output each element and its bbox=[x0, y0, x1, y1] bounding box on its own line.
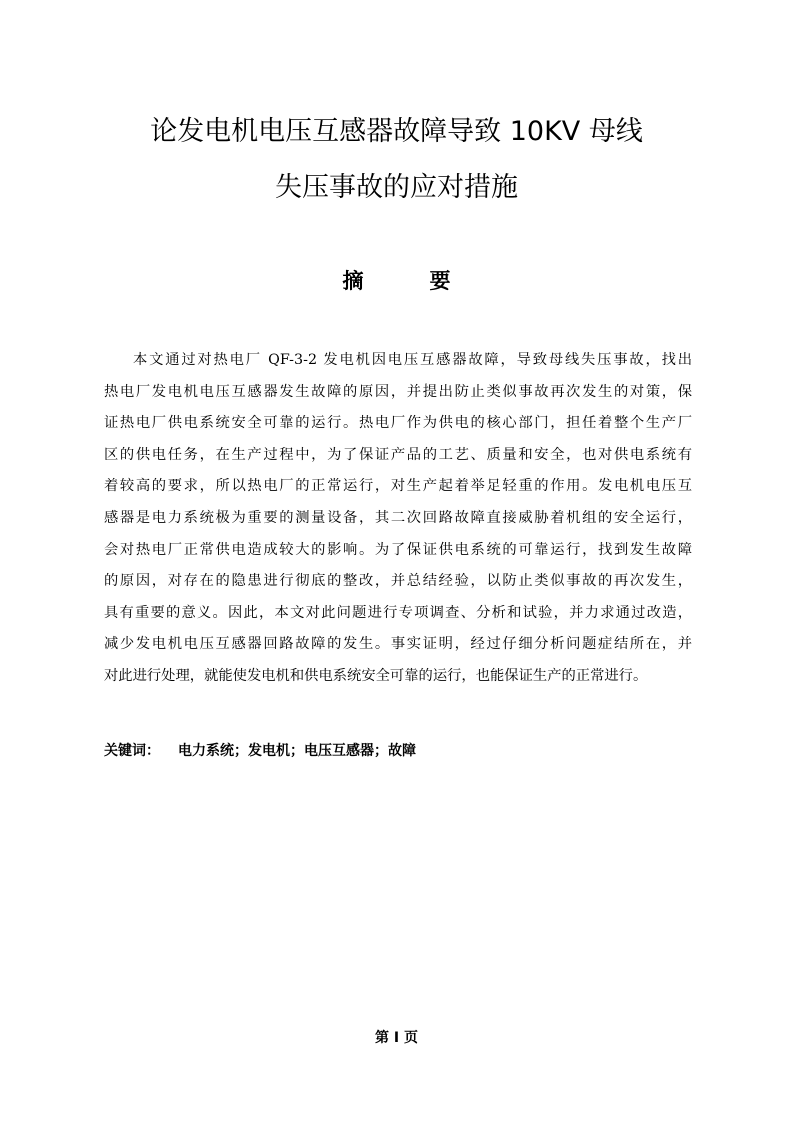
abstract-line: 具有重要的意义。因此，本文对此问题进行专项调查、分析和试验，并力求通过改造， bbox=[104, 604, 692, 621]
abstract-heading-char-1: 摘 bbox=[342, 269, 364, 293]
title-line-1: 论发电机电压互感器故障导致 10KV 母线 bbox=[150, 116, 643, 147]
abstract-line: 减少发电机电压互感器回路故障的发生。事实证明，经过仔细分析问题症结所在，并 bbox=[104, 636, 692, 653]
abstract-heading-char-2: 要 bbox=[429, 269, 451, 293]
abstract-heading bbox=[0, 266, 793, 296]
abstract-line: 的原因，对存在的隐患进行彻底的整改，并总结经验，以防止类似事故的再次发生， bbox=[104, 573, 692, 590]
title-line-2: 失压事故的应对措施 bbox=[275, 172, 518, 203]
abstract-line: 着较高的要求，所以热电厂的正常运行，对生产起着举足轻重的作用。发电机电压互 bbox=[104, 478, 692, 495]
keywords bbox=[104, 740, 416, 762]
abstract-line: 会对热电厂正常供电造成较大的影响。为了保证供电系统的可靠运行，找到发生故障 bbox=[104, 541, 692, 558]
keywords-values: 电力系统；发电机；电压互感器；故障 bbox=[178, 743, 416, 759]
abstract-line: 热电厂发电机电压互感器发生故障的原因，并提出防止类似事故再次发生的对策，保 bbox=[104, 383, 692, 400]
abstract-line: 感器是电力系统极为重要的测量设备，其二次回路故障直接威胁着机组的安全运行， bbox=[104, 509, 692, 526]
abstract-line: 对此进行处理，就能使发电机和供电系统安全可靠的运行，也能保证生产的正常进行。 bbox=[104, 667, 648, 684]
abstract-line: 证热电厂供电系统安全可靠的运行。热电厂作为供电的核心部门，担任着整个生产厂 bbox=[104, 415, 692, 432]
abstract-body bbox=[104, 345, 692, 693]
keywords-label: 关键词： bbox=[104, 743, 160, 759]
page-number: 第 I 页 bbox=[375, 1030, 418, 1046]
abstract-line: 本文通过对热电厂 QF-3-2 发电机因电压互感器故障，导致母线失压事故，找出 bbox=[133, 352, 692, 368]
abstract-line: 区的供电任务，在生产过程中，为了保证产品的工艺、质量和安全，也对供电系统有 bbox=[104, 446, 692, 463]
